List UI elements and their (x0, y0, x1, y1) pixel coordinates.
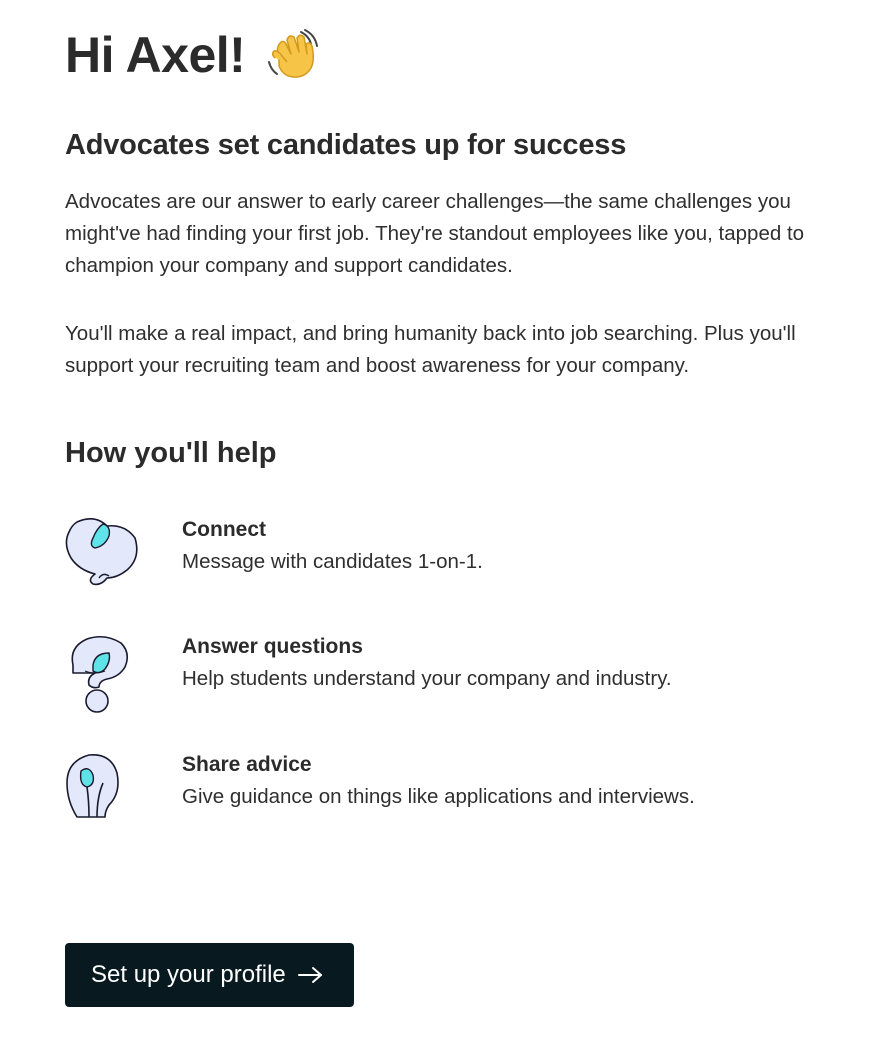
arrow-right-icon (298, 966, 324, 984)
help-heading: How you'll help (65, 437, 277, 469)
question-mark-icon (65, 635, 131, 715)
greeting-text: Hi Axel! (65, 27, 246, 83)
intro-paragraph-1: Advocates are our answer to early career challenges—the same challenges you might've had finding your first job. They're standout employees like you, tapped to champion your company and support candidates. (65, 190, 805, 277)
set-up-profile-label: Set up your profile (91, 961, 286, 988)
waving-hand-icon (265, 28, 319, 82)
feature-share-advice (65, 753, 825, 833)
feature-connect (65, 518, 825, 598)
set-up-profile-button[interactable] (65, 943, 354, 1007)
feature-description: Give guidance on things like applications and interviews. (182, 785, 695, 808)
greeting-heading (65, 26, 319, 84)
feature-description: Message with candidates 1-on-1. (182, 550, 483, 573)
feature-description: Help students understand your company and industry. (182, 667, 672, 690)
intro-paragraph-2: You'll make a real impact, and bring humanity back into job searching. Plus you'll support your recruiting team and boost awareness for your company. (65, 322, 796, 377)
feature-answer-questions (65, 635, 825, 715)
lightbulb-icon (65, 753, 123, 821)
feature-title: Answer questions (182, 635, 363, 658)
speech-bubble-icon (65, 518, 139, 588)
feature-title: Connect (182, 518, 266, 541)
feature-title: Share advice (182, 753, 312, 776)
intro-heading: Advocates set candidates up for success (65, 129, 627, 161)
